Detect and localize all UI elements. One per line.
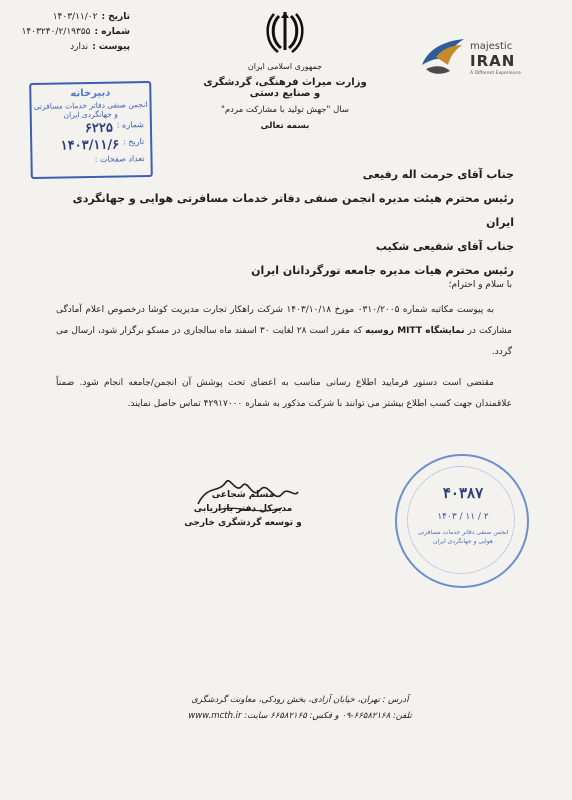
body-paragraph-2: مقتضی است دستور فرمایید اطلاع رسانی مناسب به اعضای تحت پوشش آن انجمن/جامعه انجام شود. ضمناً علاقمندان جهت کسب اطلاع بیشتر می توانند با شرکت مذکور به شماره ۴۲۹۱۷۰۰۰ تماس حاصل نمایند. [56, 378, 512, 409]
letterhead [200, 10, 370, 131]
registry-pages-label: تعداد صفحات : [94, 154, 145, 164]
addressee-line: رئیس محترم هیات مدیره جامعه تورگردانان ایران [251, 264, 514, 277]
receipt-date: ۱۴۰۳ / ۱۱ / ۲ [437, 512, 489, 522]
logo-tagline: A Different Experience [470, 71, 521, 76]
signature-scribble-icon [178, 464, 308, 534]
registry-number-label: شماره : [116, 120, 144, 130]
footer-phone-fax: تلفن: ۶۶۵۸۲۱۶۸-۰۹ و فکس: ۶۶۵۸۲۱۶۵ سایت: [241, 711, 412, 721]
iran-emblem-icon [265, 10, 305, 56]
registry-stamp-org: انجمن صنفی دفاتر خدمات مسافرتی و جهانگردی ایران [33, 100, 148, 120]
letter-body [56, 275, 512, 417]
signatory-title-1: مدیرکل دفتر بازاریابی [193, 504, 293, 514]
footer-website-link[interactable]: www.mcth.ir [188, 711, 242, 721]
signatory-name: مسلم شجاعی [211, 490, 275, 500]
signature-block [178, 488, 308, 530]
date-label: تاریخ : [101, 12, 130, 22]
number-label: شماره : [94, 27, 130, 37]
footer-address: آدرس : تهران، خیابان آزادی، بخش رودکی، معاونت گردشگری [191, 695, 409, 705]
addressee-line: جناب آقای شفیعی شکیب [375, 240, 514, 253]
p1-text-a: به پیوست مکاتبه شماره ۰۳۱۰/۲۰۰۵ مورخ ۱۴۰۳/۱۰/۱۸ شرکت راهکار تجارت مدیریت کوشا درخصوص اعلام آمادگی مشارکت در [56, 305, 513, 336]
greeting: با سلام و احترام؛ [448, 280, 512, 290]
header-year-slogan: سال "جهش تولید با مشارکت مردم" [220, 105, 350, 115]
receipt-stamp [395, 454, 529, 588]
registry-stamp-title: دبیرخانه [70, 87, 111, 100]
logo-word-majestic: majestic [470, 41, 513, 52]
receipt-number: ۴۰۳۸۷ [442, 484, 484, 502]
header-invocation: بسمه تعالی [260, 121, 310, 131]
attachment-value: ندارد [70, 42, 89, 52]
header-country: جمهوری اسلامی ایران [247, 62, 323, 71]
p1-text-b: که مقرر است ۲۸ لغایت ۳۰ اسفند ماه سالجاری در مسکو برگزار شود، ارسال می گردد. [56, 326, 512, 357]
addressee-line: جناب آقای حرمت اله رفیعی [362, 168, 514, 181]
number-value: ۱۴۰۳۲۴۰/۲/۱۹۳۵۵ [21, 27, 91, 37]
registry-number-value: ۶۲۲۵ [84, 120, 114, 137]
receipt-org: انجمن صنفی دفاتر خدمات مسافرتی هوایی و جهانگردی ایران [417, 529, 509, 545]
footer-contact [130, 708, 470, 724]
date-value: ۱۴۰۳/۱۱/۰۲ [52, 12, 98, 22]
registry-date-value: ۱۴۰۳/۱۱/۶ [60, 137, 120, 154]
body-paragraph-1 [56, 300, 512, 363]
logo-word-iran: IRAN [470, 52, 516, 70]
letter-footer [130, 692, 470, 724]
attachment-label: پیوست : [92, 42, 130, 52]
majestic-iran-logo [418, 35, 538, 85]
p1-exhibition-name: نمایشگاه MITT روسیه [365, 326, 465, 336]
registry-date-label: تاریخ : [122, 137, 145, 147]
signatory-title-2: و توسعه گردشگری خارجی [184, 518, 302, 528]
letter-meta [10, 10, 130, 55]
bird-logo-icon [418, 35, 468, 81]
addressee-block [64, 163, 514, 283]
header-ministry: وزارت میراث فرهنگی، گردشگری و صنایع دستی [203, 77, 367, 99]
addressee-line: رئیس محترم هیئت مدیره انجمن صنفی دفاتر خدمات مسافرتی هوایی و جهانگردی ایران [72, 192, 514, 229]
